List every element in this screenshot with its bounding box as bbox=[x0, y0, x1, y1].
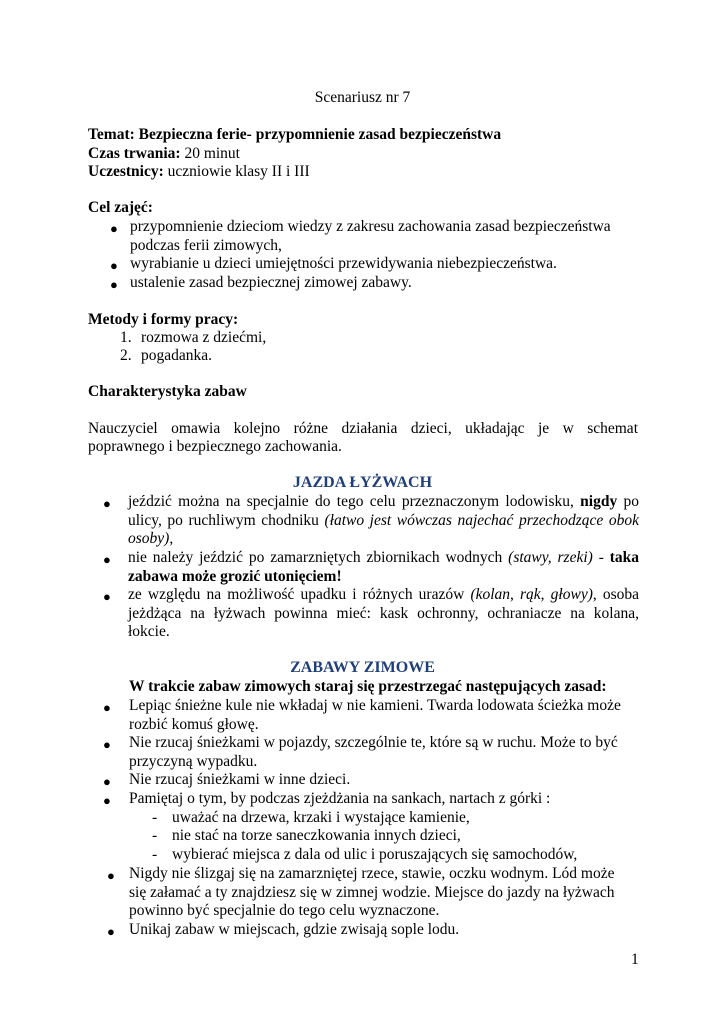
jazda-text: nie należy jeździć po zamarzniętych zbiornikach wodnych bbox=[128, 549, 503, 566]
zabawy-line: Unikaj zabaw w miejscach, gdzie zwisają sople lodu. bbox=[129, 921, 460, 938]
bullet-icon: ● bbox=[103, 552, 111, 567]
temat-label: Temat: bbox=[88, 126, 135, 143]
bullet-icon: ● bbox=[110, 221, 118, 236]
charakterystyka-paragraph-line: poprawnego i bezpiecznego zachowania. bbox=[88, 438, 342, 455]
zabawy-heading: ZABAWY ZIMOWE bbox=[290, 659, 435, 676]
bullet-icon: ● bbox=[107, 868, 115, 883]
jazda-line bbox=[128, 548, 639, 567]
zabawy-line: przyczyną wypadku. bbox=[129, 753, 258, 770]
jazda-italic: (łatwo jest wówczas najechać przechodzące obok bbox=[324, 512, 640, 529]
bullet-icon: ● bbox=[103, 496, 111, 511]
charakterystyka-heading: Charakterystyka zabaw bbox=[88, 383, 247, 400]
zabawy-line: Nie rzucaj śnieżkami w pojazdy, szczególnie te, które są w ruchu. Może to być bbox=[129, 734, 618, 751]
jazda-line bbox=[128, 585, 639, 604]
cel-heading: Cel zajęć: bbox=[88, 199, 153, 216]
jazda-text: ulicy, po ruchliwym chodniku bbox=[128, 512, 319, 529]
metody-number: 2. bbox=[120, 347, 132, 364]
cel-item: przypomnienie dzieciom wiedzy z zakresu zachowania zasad bezpieczeństwa bbox=[130, 218, 611, 235]
jazda-text: jeździć można na specjalnie do tego celu przeznaczonym lodowisku, bbox=[128, 493, 574, 510]
jazda-line: łokcie. bbox=[128, 623, 170, 640]
metody-item: rozmowa z dziećmi, bbox=[141, 329, 267, 346]
zabawy-subheading: W trakcie zabaw zimowych staraj się przestrzegać następujących zasad: bbox=[129, 678, 607, 695]
jazda-line bbox=[128, 492, 639, 511]
jazda-italic: osoby) bbox=[128, 530, 170, 547]
jazda-text: , osoba bbox=[592, 586, 640, 603]
zabawy-line: Nie rzucaj śnieżkami w inne dzieci. bbox=[129, 771, 351, 788]
charakterystyka-paragraph-line: Nauczyciel omawia kolejno różne działania dzieci, układając je w schemat bbox=[88, 420, 638, 437]
zabawy-subitem: uważać na drzewa, krzaki i wystające kamienie, bbox=[172, 809, 470, 826]
jazda-italic: (kolan, rąk, głowy) bbox=[470, 586, 593, 603]
zabawy-subitem: wybierać miejsca z dala od ulic i poruszających się samochodów, bbox=[172, 846, 578, 863]
bullet-icon: ● bbox=[103, 700, 111, 715]
jazda-line bbox=[128, 511, 639, 530]
document-title: Scenariusz nr 7 bbox=[314, 89, 411, 106]
bullet-icon: ● bbox=[107, 924, 115, 939]
jazda-line bbox=[128, 529, 173, 548]
jazda-heading: JAZDA ŁYŻWACH bbox=[292, 474, 433, 491]
cel-item-cont: podczas ferii zimowych, bbox=[130, 237, 282, 254]
metody-item: pogadanka. bbox=[141, 347, 213, 364]
jazda-line: jeżdżąca na łyżwach powinna mieć: kask ochronny, ochraniacze na kolana, bbox=[128, 605, 639, 622]
dash-marker: - bbox=[152, 827, 158, 844]
temat-line bbox=[88, 125, 501, 144]
bullet-icon: ● bbox=[103, 793, 111, 808]
dash-marker: - bbox=[152, 846, 158, 863]
jazda-text: po bbox=[623, 493, 640, 510]
dash-marker: - bbox=[152, 809, 158, 826]
zabawy-subitem: nie stać na torze saneczkowania innych dzieci, bbox=[172, 827, 461, 844]
jazda-text: - bbox=[598, 549, 604, 566]
uczestnicy-label: Uczestnicy: bbox=[88, 163, 164, 180]
temat-value: Bezpieczna ferie- przypomnienie zasad bezpieczeństwa bbox=[138, 126, 502, 143]
bullet-icon: ● bbox=[103, 589, 111, 604]
zabawy-line: się załamać a ty znajdziesz się w zimnej wodzie. Miejsce do jazdy na łyżwach bbox=[129, 884, 615, 901]
jazda-italic: (stawy, rzeki) bbox=[508, 549, 593, 566]
cel-item: wyrabianie u dzieci umiejętności przewidywania niebezpieczeństwa. bbox=[130, 255, 557, 272]
jazda-emphasis: nigdy bbox=[580, 493, 618, 510]
zabawy-line: powinno być specjalnie do tego celu wyznaczone. bbox=[129, 902, 440, 919]
uczestnicy-value: uczniowie klasy II i III bbox=[167, 163, 310, 180]
page-number: 1 bbox=[631, 951, 639, 968]
zabawy-line: rozbić komuś głowę. bbox=[129, 716, 259, 733]
jazda-emphasis: taka bbox=[609, 549, 640, 566]
jazda-text: , bbox=[169, 530, 174, 547]
bullet-icon: ● bbox=[103, 737, 111, 752]
czas-value: 20 minut bbox=[184, 145, 240, 162]
jazda-warning: zabawa może grozić utonięciem! bbox=[128, 568, 342, 585]
jazda-text: ze względu na możliwość upadku i różnych urazów bbox=[128, 586, 465, 603]
czas-line bbox=[88, 144, 240, 163]
bullet-icon: ● bbox=[110, 258, 118, 273]
bullet-icon: ● bbox=[110, 277, 118, 292]
uczestnicy-line bbox=[88, 162, 310, 181]
zabawy-line: Lepiąc śnieżne kule nie wkładaj w nie kamieni. Twarda lodowata ścieżka może bbox=[129, 697, 621, 714]
metody-heading: Metody i formy pracy: bbox=[88, 311, 239, 328]
metody-number: 1. bbox=[120, 329, 132, 346]
czas-label: Czas trwania: bbox=[88, 145, 181, 162]
zabawy-line: Nigdy nie ślizgaj się na zamarzniętej rzece, stawie, oczku wodnym. Lód może bbox=[129, 865, 615, 882]
zabawy-line: Pamiętaj o tym, by podczas zjeżdżania na sankach, nartach z górki : bbox=[129, 790, 551, 807]
cel-item: ustalenie zasad bezpiecznej zimowej zabawy. bbox=[130, 274, 412, 291]
bullet-icon: ● bbox=[103, 774, 111, 789]
